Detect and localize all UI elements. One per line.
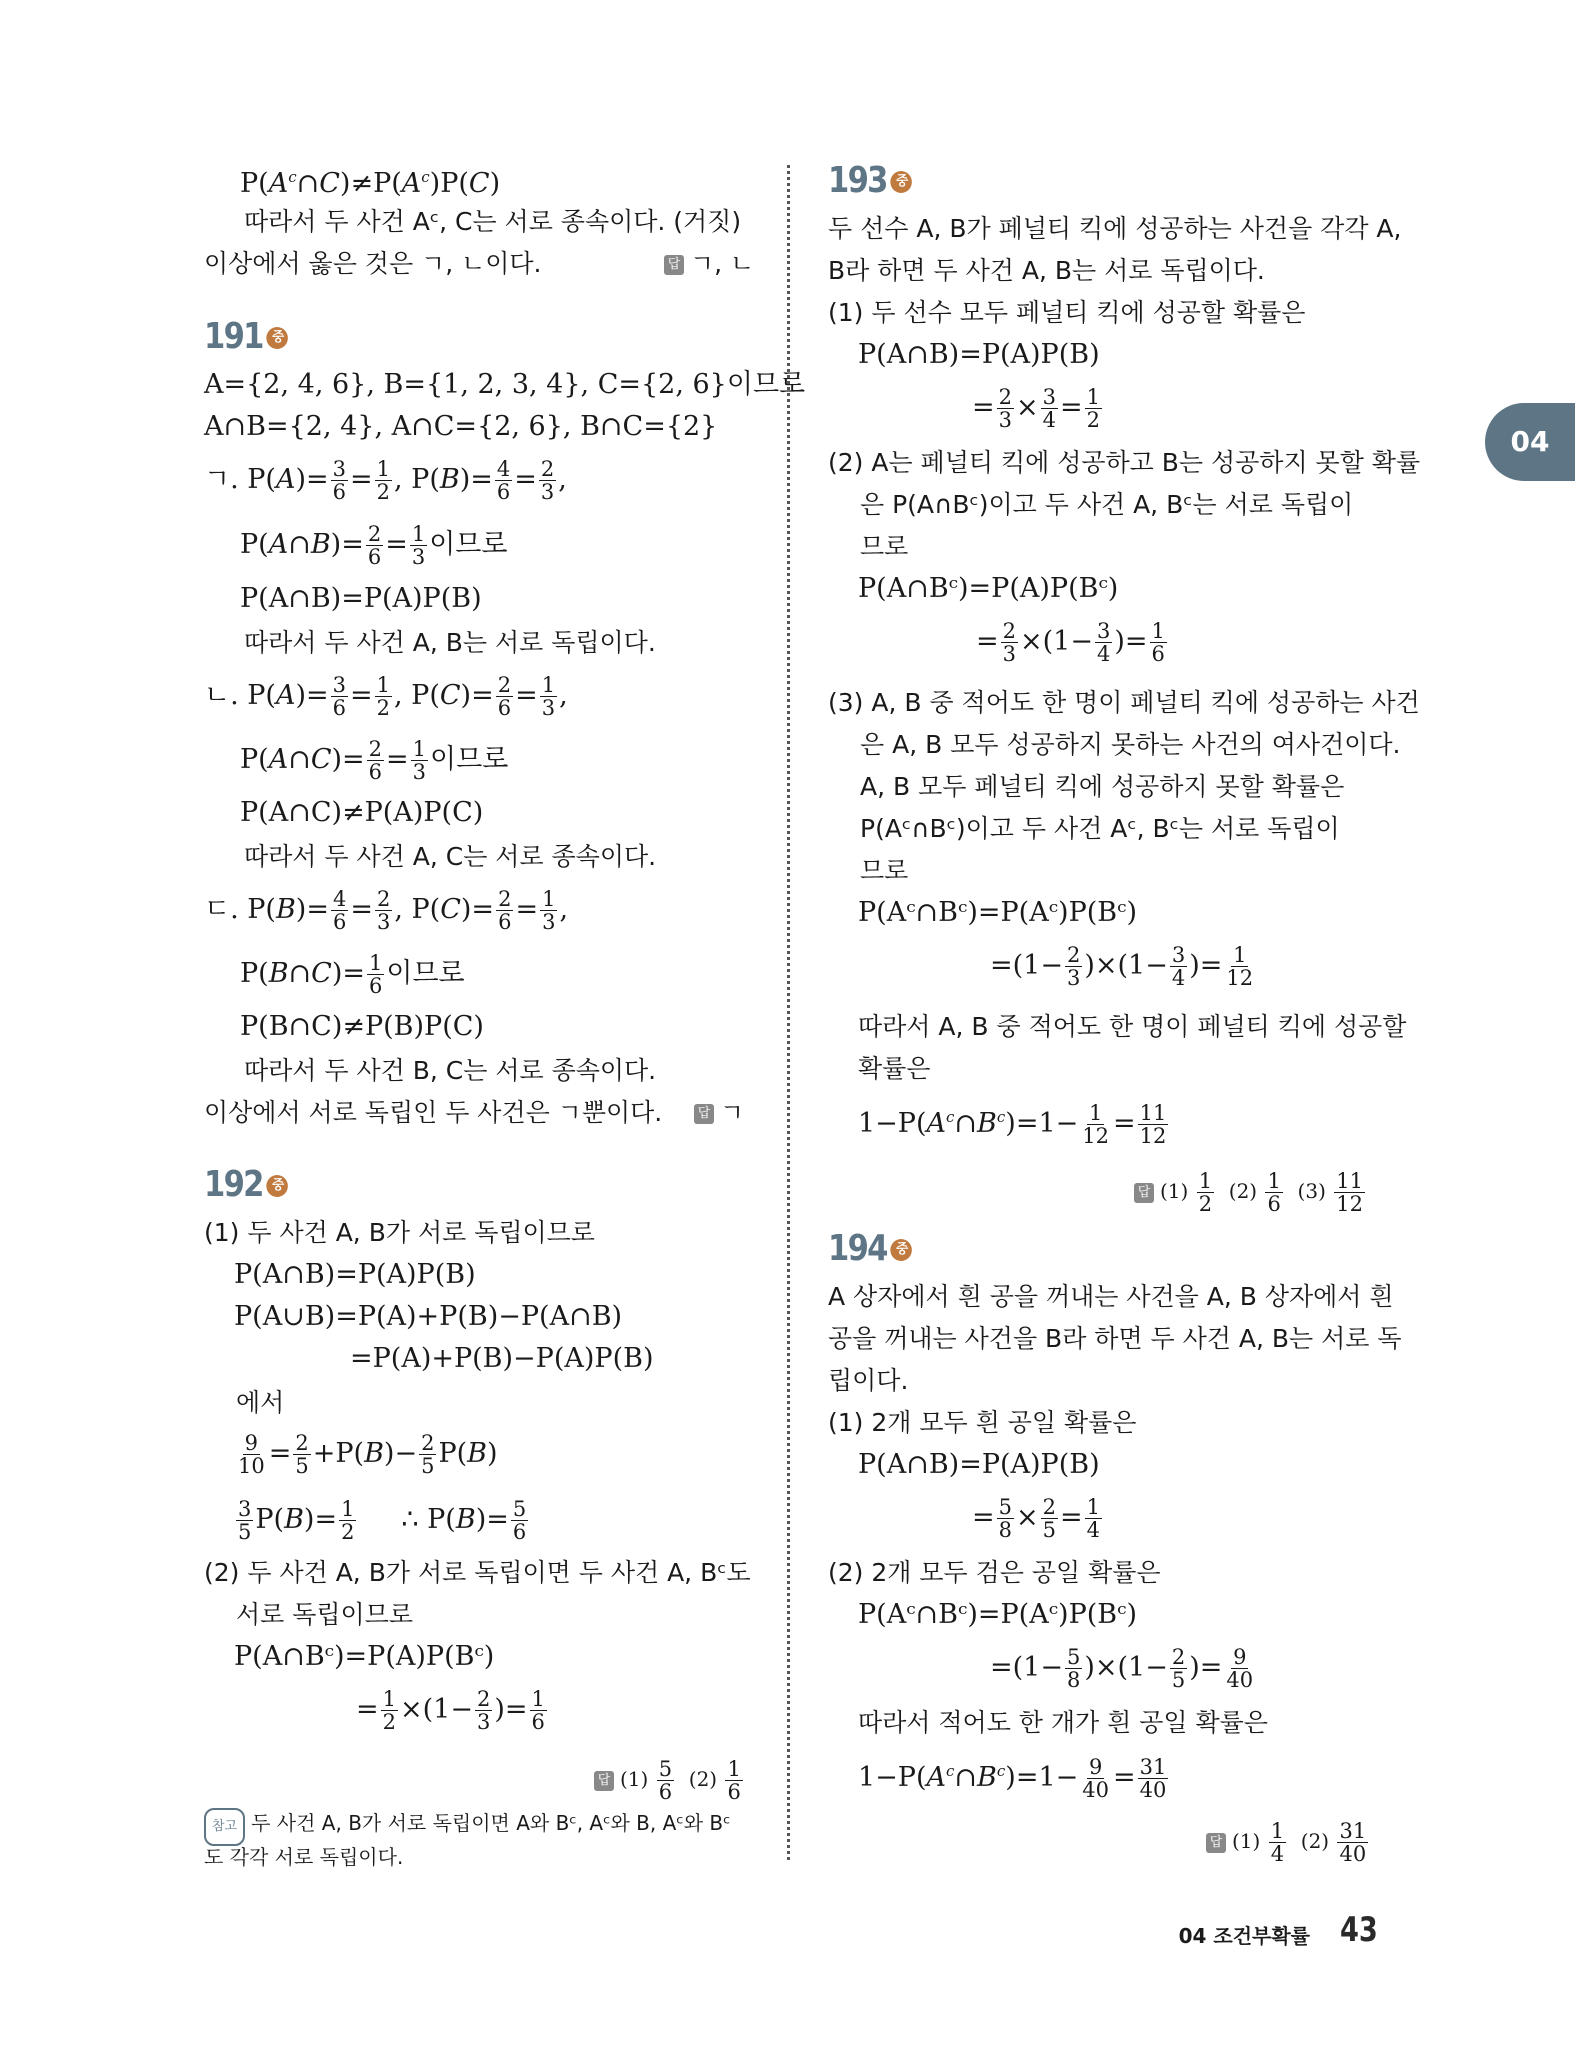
p193-line2: B라 하면 두 사건 A, B는 서로 독립이다.	[828, 256, 1265, 285]
p191-line6: 따라서 두 사건 A, B는 서로 독립이다.	[244, 628, 656, 657]
p193-line15: 므로	[860, 856, 909, 885]
p193-line20: $1-P(A^c\cap B^c)=1-$ $\frac{1}{12}$ = $\frac{11}{12}$	[858, 1101, 1167, 1148]
p193-line16: P(Aᶜ∩Bᶜ)=P(Aᶜ)P(Bᶜ)	[858, 897, 1138, 928]
p192-line7: $\frac{3}{5}$ P(B)= $\frac{1}{2}$ ∴ P(B)= $\frac{5}{6}$	[238, 1497, 527, 1544]
answer-tag: 답 (1) $\frac{1}{2}$ (2) $\frac{1}{6}$ (3) $\frac{11}{12}$	[1134, 1170, 1367, 1215]
column-divider	[787, 165, 790, 1860]
p193-line8: 므로	[860, 532, 909, 561]
p193-line3: (1) 두 선수 모두 페널티 킥에 성공할 확률은	[828, 298, 1306, 327]
left-top-text1: 따라서 두 사건 Aᶜ, C는 서로 종속이다. (거짓)	[244, 207, 742, 236]
p193-line9: P(A∩Bᶜ)=P(A)P(Bᶜ)	[858, 573, 1119, 604]
p194-line2: 공을 꺼내는 사건을 B라 하면 두 사건 A, B는 서로 독	[828, 1324, 1402, 1353]
answer-tag: 답 (1) $\frac{5}{6}$ (2) $\frac{1}{6}$	[594, 1758, 745, 1803]
p192-line6: $\frac{9}{10}$ = $\frac{2}{5}$ +P(B)− $\frac{2}{5}$ P(B)	[238, 1431, 498, 1478]
p193-line19: 확률은	[858, 1054, 931, 1083]
p191-line15: 이상에서 서로 독립인 두 사건은 ㄱ뿐이다.	[204, 1098, 663, 1127]
p194-line7: (2) 2개 모두 검은 공일 확률은	[828, 1558, 1161, 1587]
p191-line8: P(A∩C)= $\frac{2}{6}$ = $\frac{1}{3}$ 이므로	[240, 737, 509, 784]
p192-line11: = $\frac{1}{2}$ ×(1− $\frac{2}{3}$ )= $\frac{1}{6}$	[356, 1687, 545, 1734]
p192-line5: 에서	[236, 1388, 285, 1417]
p194-line11: $1-P(A^c\cap B^c)=1-$ $\frac{9}{40}$ = $\frac{31}{40}$	[858, 1755, 1167, 1802]
p194-line5: P(A∩B)=P(A)P(B)	[858, 1449, 1100, 1480]
p192-line8: (2) 두 사건 A, B가 서로 독립이면 두 사건 A, Bᶜ도	[204, 1558, 751, 1587]
p194-line4: (1) 2개 모두 흰 공일 확률은	[828, 1408, 1137, 1437]
p193-line4: P(A∩B)=P(A)P(B)	[858, 339, 1100, 370]
p194-line9: =(1− $\frac{5}{8}$ )×(1− $\frac{2}{5}$ )= $\frac{9}{40}$	[990, 1645, 1254, 1692]
answer-tag: 답 ㄱ	[694, 1096, 744, 1130]
p192-note1: 참고 두 사건 A, B가 서로 독립이면 A와 Bᶜ, Aᶜ와 B, Aᶜ와 Bᶜ	[204, 1806, 731, 1846]
p191-line12: P(B∩C)= $\frac{1}{6}$ 이므로	[240, 951, 465, 998]
p194-line10: 따라서 적어도 한 개가 흰 공일 확률은	[858, 1708, 1268, 1737]
p193-line10: = $\frac{2}{3}$ ×(1− $\frac{3}{4}$ )= $\frac{1}{6}$	[976, 619, 1165, 666]
p193-line6: (2) A는 페널티 킥에 성공하고 B는 성공하지 못할 확률	[828, 448, 1421, 477]
p193-line12: 은 A, B 모두 성공하지 못하는 사건의 여사건이다.	[860, 730, 1401, 759]
p191-line1: A={2, 4, 6}, B={1, 2, 3, 4}, C={2, 6}이므로	[204, 369, 806, 400]
p194-line8: P(Aᶜ∩Bᶜ)=P(Aᶜ)P(Bᶜ)	[858, 1599, 1138, 1630]
p192-line1: (1) 두 사건 A, B가 서로 독립이므로	[204, 1218, 595, 1247]
p191-line9: P(A∩C)≠P(A)P(C)	[240, 797, 484, 828]
problem-number-193: 193 중	[828, 160, 911, 201]
p192-line2: P(A∩B)=P(A)P(B)	[234, 1259, 476, 1290]
p192-line4: =P(A)+P(B)−P(A)P(B)	[350, 1343, 654, 1374]
p193-line1: 두 선수 A, B가 페널티 킥에 성공하는 사건을 각각 A,	[828, 214, 1402, 243]
page-number: 43	[1340, 1910, 1378, 1950]
p191-line14: 따라서 두 사건 B, C는 서로 종속이다.	[244, 1056, 657, 1085]
chapter-side-tab: 04	[1485, 403, 1575, 481]
p191-line10: 따라서 두 사건 A, C는 서로 종속이다.	[244, 842, 657, 871]
p191-line5: P(A∩B)=P(A)P(B)	[240, 583, 482, 614]
p194-line6: = $\frac{5}{8}$ × $\frac{2}{5}$ = $\frac{1}{4}$	[972, 1495, 1100, 1542]
p192-note2: 도 각각 서로 독립이다.	[204, 1845, 404, 1869]
p193-line11: (3) A, B 중 적어도 한 명이 페널티 킥에 성공하는 사건	[828, 688, 1420, 717]
problem-number-191: 191 중	[204, 316, 287, 357]
answer-tag: 답 (1) $\frac{1}{4}$ (2) $\frac{31}{40}$	[1206, 1820, 1370, 1865]
p191-line11: ㄷ. P(B)= $\frac{4}{6}$ = $\frac{2}{3}$ , P(C)= $\frac{2}{6}$ = $\frac{1}{3}$ ,	[204, 887, 569, 934]
p193-line7: 은 P(A∩Bᶜ)이고 두 사건 A, Bᶜ는 서로 독립이	[860, 490, 1354, 519]
p191-line4: P(A∩B)= $\frac{2}{6}$ = $\frac{1}{3}$ 이므로	[240, 522, 508, 569]
p191-line2: A∩B={2, 4}, A∩C={2, 6}, B∩C={2}	[204, 411, 718, 442]
p193-line14: P(Aᶜ∩Bᶜ)이고 두 사건 Aᶜ, Bᶜ는 서로 독립이	[860, 814, 1340, 843]
left-top-text2: 이상에서 옳은 것은 ㄱ, ㄴ이다.	[204, 249, 542, 278]
p193-line13: A, B 모두 페널티 킥에 성공하지 못할 확률은	[860, 772, 1345, 801]
p192-line9: 서로 독립이므로	[236, 1600, 413, 1629]
p194-line3: 립이다.	[828, 1366, 909, 1395]
p191-line3: ㄱ. P(A)= $\frac{3}{6}$ = $\frac{1}{2}$ , P(B)= $\frac{4}{6}$ = $\frac{2}{3}$ ,	[204, 457, 567, 504]
p191-line7: ㄴ. P(A)= $\frac{3}{6}$ = $\frac{1}{2}$ , P(C)= $\frac{2}{6}$ = $\frac{1}{3}$ ,	[204, 673, 568, 720]
answer-tag: 답 ㄱ, ㄴ	[664, 247, 754, 281]
problem-number-192: 192 중	[204, 1164, 287, 1205]
p193-line17: =(1− $\frac{2}{3}$ )×(1− $\frac{3}{4}$ )= $\frac{1}{12}$	[990, 943, 1254, 990]
footer-chapter: 04 조건부확률	[1178, 1924, 1310, 1948]
p191-line13: P(B∩C)≠P(B)P(C)	[240, 1011, 484, 1042]
problem-number-194: 194 중	[828, 1228, 911, 1269]
p193-line18: 따라서 A, B 중 적어도 한 명이 페널티 킥에 성공할	[858, 1012, 1407, 1041]
p192-line3: P(A∪B)=P(A)+P(B)−P(A∩B)	[234, 1301, 623, 1332]
p194-line1: A 상자에서 흰 공을 꺼내는 사건을 A, B 상자에서 흰	[828, 1282, 1394, 1311]
p193-line5: = $\frac{2}{3}$ × $\frac{3}{4}$ = $\frac{1}{2}$	[972, 385, 1100, 432]
left-top-formula: $P(A^c\cap C)\ne P(A^c)P(C)$	[240, 168, 501, 199]
p192-line10: P(A∩Bᶜ)=P(A)P(Bᶜ)	[234, 1641, 495, 1672]
